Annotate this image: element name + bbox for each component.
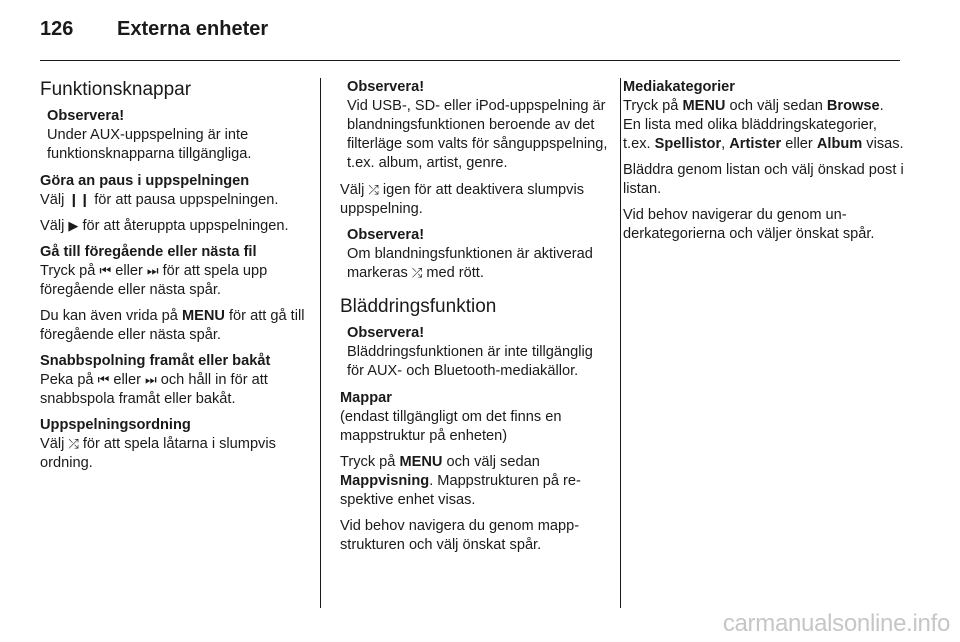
paragraph-menu-turn: Du kan även vrida på MENU för att gå till föregående eller nästa spår. xyxy=(40,308,305,343)
subheading-fastforward: Snabbspolning framåt eller bakåt xyxy=(40,353,271,369)
subheading-media: Mediakategorier xyxy=(623,79,735,95)
note-label: Observera! xyxy=(347,325,425,341)
subheading-pause: Göra an paus i uppspelningen xyxy=(40,173,250,189)
note-label: Observera! xyxy=(347,79,425,95)
section-heading-bladdring: Bläddringsfunktion xyxy=(340,296,497,317)
note-aux xyxy=(47,107,308,164)
next-icon: ⏭ xyxy=(146,264,159,279)
paragraph-fastforward: Snabbspolning framåt eller bakåt Peka på ⏮ eller ⏭ och håll in för att snabbspola framåt eller bakåt. xyxy=(40,352,308,409)
note-text: Under AUX-uppspelning är inte funktionsknapparna tillgängliga. xyxy=(47,127,252,162)
column-divider xyxy=(320,78,321,608)
previous-icon: ⏮ xyxy=(99,264,112,279)
column-2 xyxy=(340,78,608,562)
note-label: Observera! xyxy=(47,108,125,124)
column-1 xyxy=(40,78,308,480)
paragraph-navigate-folders: Vid behov navigera du genom mappstrukturen och välj önskat spår. xyxy=(340,518,580,553)
paragraph-folder-view: Tryck på MENU och välj sedan Mappvisning. Mappstrukturen på respektive enhet visas. xyxy=(340,454,581,508)
paragraph-folders: Mappar (endast tillgängligt om det finns en mappstruktur på enheten) xyxy=(340,389,608,446)
subheading-folders: Mappar xyxy=(340,390,392,406)
note-shuffle-red: Observera! Om blandningsfunktionen är aktiverad markeras ⤮ med rött. xyxy=(347,226,608,283)
page-header xyxy=(40,18,268,48)
note-text: Bläddringsfunktionen är inte tillgänglig för AUX- och Bluetooth-mediakällor. xyxy=(347,344,593,379)
paragraph-browse-list: Bläddra genom listan och välj önskad post i listan. xyxy=(623,162,904,197)
play-icon: ▶ xyxy=(68,219,79,234)
shuffle-icon: ⤮ xyxy=(68,437,79,452)
note-shuffle-filter xyxy=(347,78,608,173)
paragraph-navigate-subcategories: Vid behov navigerar du genom underkategorierna och väljer önskat spår. xyxy=(623,207,875,242)
subheading-prevnext: Gå till föregående eller nästa fil xyxy=(40,244,257,260)
paragraph-order: Uppspelningsordning Välj ⤮ för att spela låtarna i slumpvis ordning. xyxy=(40,416,308,473)
watermark: carmanualsonline.info xyxy=(722,610,950,637)
column-3 xyxy=(623,78,905,251)
shuffle-icon: ⤮ xyxy=(368,183,379,198)
header-rule xyxy=(40,60,900,61)
paragraph-deactivate: Välj ⤮ igen för att deaktivera slumpvis uppspelning. xyxy=(340,182,585,217)
note-label: Observera! xyxy=(347,227,425,243)
paragraph-resume: Välj ▶ för att återuppta uppspelningen. xyxy=(40,218,289,234)
section-heading-funktionsknappar: Funktionsknappar xyxy=(40,79,192,100)
page-title: Externa enheter xyxy=(117,18,269,40)
subheading-order: Uppspelningsordning xyxy=(40,417,191,433)
next-icon: ⏭ xyxy=(145,373,157,388)
page-number: 126 xyxy=(40,18,74,40)
column-divider xyxy=(620,78,621,608)
note-text: Vid USB-, SD- eller iPod-uppspelning är blandningsfunktionen beroende av det filterläge som valts för sånguppspelning, t.ex. album, artist, genre. xyxy=(347,98,608,171)
paragraph-prevnext: Gå till föregående eller nästa fil Tryck på ⏮ eller ⏭ för att spela upp föregående eller nästa spår. xyxy=(40,243,308,300)
note-browse xyxy=(347,324,608,381)
paragraph-pause: Göra an paus i uppspelningen Välj ❙❙ för att pausa uppspelningen. xyxy=(40,172,308,210)
pause-icon: ❙❙ xyxy=(68,193,91,208)
previous-icon: ⏮ xyxy=(97,373,110,388)
paragraph-media-categories: Mediakategorier Tryck på MENU och välj sedan Browse. En lista med olika bläddringskategorier, t.ex. Spellistor, Artister eller Album visas. xyxy=(623,79,904,152)
shuffle-icon: ⤮ xyxy=(411,266,423,281)
